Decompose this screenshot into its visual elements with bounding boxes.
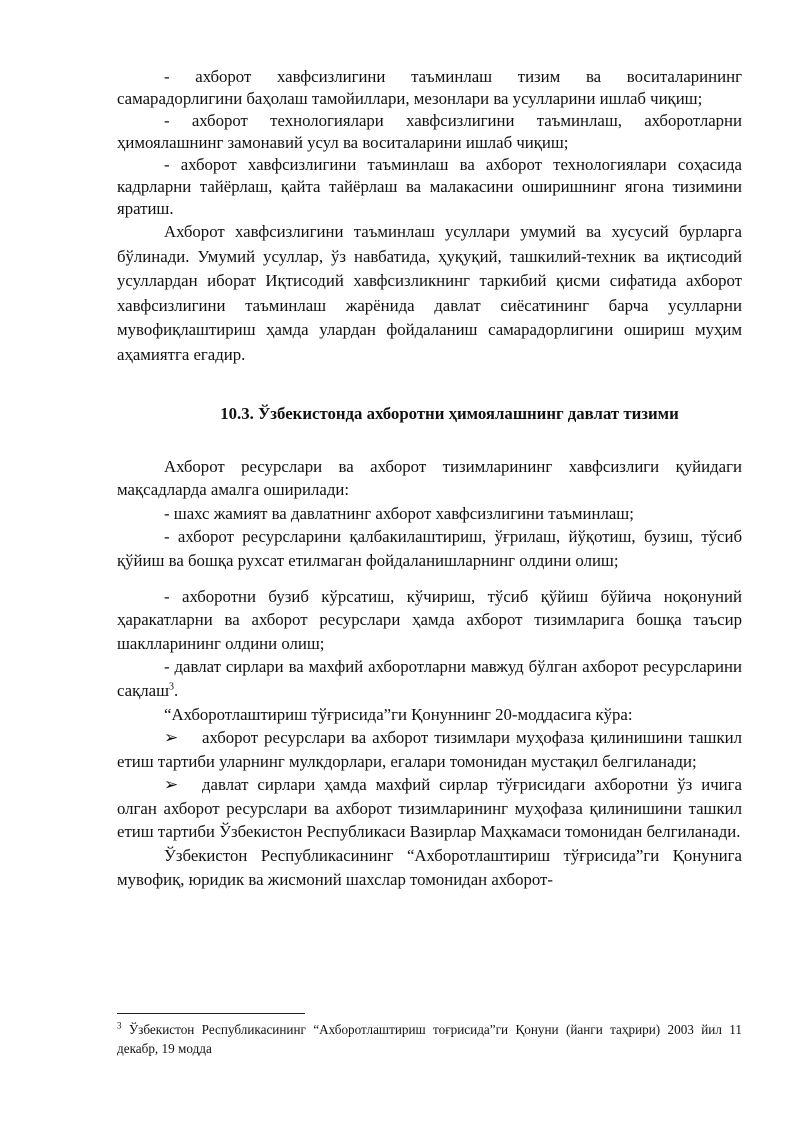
arrow-bullet-icon: ➢ — [164, 728, 179, 748]
footnote-ref[interactable]: 3 — [169, 681, 174, 693]
arrow-item-2 — [117, 773, 742, 844]
section-heading: 10.3. Ўзбекистонда ахборотни ҳимоялашнинг давлат тизими — [220, 403, 679, 423]
page-body — [117, 66, 742, 891]
paragraph-law: “Ахборотлаштириш тўғрисида”ги Қонуннинг 20-моддасига кўра: — [164, 704, 633, 724]
paragraph-item-1: - ахборот хавфсизлигини таъминлаш тизим ва воситаларининг самарадорлигини баҳолаш тамойиллари, мезонлари ва усулларини ишлаб чиқиш; — [117, 67, 742, 108]
footnote — [117, 1020, 742, 1058]
footnote-number: 3 — [117, 1020, 122, 1031]
paragraph-intro: Ахборот ресурслари ва ахборот тизимларининг хавфсизлиги қуйидаги мақсадларда амалга оширилади: — [117, 456, 742, 500]
dash-item-1: - шахс жамият ва давлатнинг ахборот хавфсизлигини таъминлаш; — [164, 503, 634, 523]
dash-item-3: - ахборотни бузиб кўрсатиш, кўчириш, тўсиб қўйиш бўйича ноқонуний ҳаракатларни ва ахборот ресурслари ҳамда ахборот тизимларига бошқа таъсир шаклларининг олдини олиш; — [117, 586, 742, 653]
arrow-item-1-text: ахборот ресурслари ва ахборот тизимлари муҳофаза қилинишини ташкил етиш тартиби уларнинг мулкдорлари, егалари томонидан мустақил белгиланади; — [117, 728, 742, 771]
dash-item-4: - давлат сирлари ва махфий ахборотларни мавжуд бўлган ахборот ресурсларини сақлаш$^3$. — [117, 657, 742, 700]
arrow-bullet-icon: ➢ — [164, 775, 179, 795]
dash-item-2: - ахборот ресурсларини қалбакилаштириш, ўғрилаш, йўқотиш, бузиш, тўсиб қўйиш ва бошқа рухсат етилмаган фойдаланишларнинг олдини олиш; — [117, 527, 742, 570]
arrow-item-2-text: давлат сирлари ҳамда махфий сирлар тўғрисидаги ахборотни ўз ичига олган ахборот ресурслари ва ахборот тизимларининг муҳофаза қилинишини ташкил етиш тартиби Ўзбекистон Республикаси Вазирлар Маҳкамаси томонидан белгиланади. — [117, 775, 742, 842]
dash-item-4-text: - давлат сирлари ва махфий ахборотларни мавжуд бўлган ахборот ресурсларини сақлаш — [117, 657, 742, 700]
arrow-item-1 — [117, 726, 742, 773]
paragraph-last: Ўзбекистон Республикасининг “Ахборотлаштириш тўғрисида”ги Қонунига мувофиқ, юридик ва жисмоний шахслар томонидан ахборот- — [117, 846, 742, 889]
footnote-divider — [117, 1013, 305, 1014]
paragraph-item-3: - ахборот хавфсизлигини таъминлаш ва ахборот технологиялари соҳасида кадрларни тайёрлаш, қайта тайёрлаш ва малакасини оширишнинг ягона тизимини яратиш. — [117, 155, 742, 218]
footnote-text: Ўзбекистон Республикасининг “Ахборотлаштириш тоғрисида”ги Қонуни (йанги таҳрири) 2003 йил 11 декабр, 19 модда — [117, 1022, 742, 1056]
paragraph-item-2: - ахборот технологиялари хавфсизлигини таъминлаш, ахборотларни ҳимоялашнинг замонавий усул ва воситаларини ишлаб чиқиш; — [117, 111, 742, 152]
paragraph-methods: Ахборот хавфсизлигини таъминлаш усуллари умумий ва хусусий бурларга бўлинади. Умумий усуллар, ўз навбатида, ҳуқуқий, ташкилий-техник ва иқтисодий усуллардан иборат Иқтисодий хавфсизликнинг таркибий қисми сифатида ахборот хавфсизлигини таъминлаш жарёнида давлат сиёсатининг барча усулларни мувофиқлаштириш ҳамда улардан фойдаланиш самарадорлигини ошириш муҳим аҳамиятга егадир. — [117, 222, 742, 364]
